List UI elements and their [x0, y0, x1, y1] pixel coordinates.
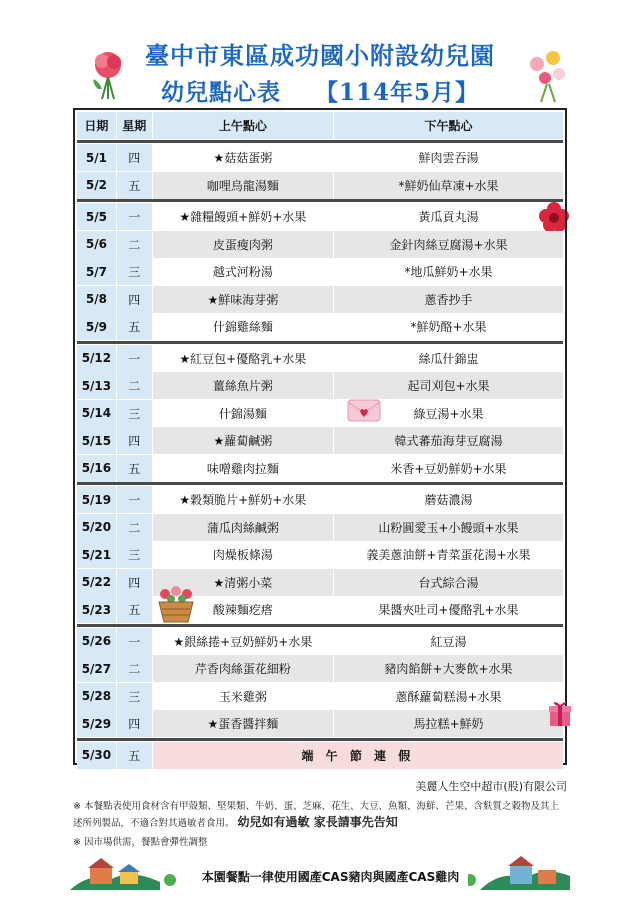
afternoon-snack: 米香+豆奶鮮奶+水果	[390, 461, 507, 476]
table-row	[77, 569, 563, 596]
footer-note: 本園餐點一律使用國產CAS豬肉與國產CAS雞肉	[193, 866, 468, 886]
morning-snack: ★蘿蔔鹹粥	[153, 427, 334, 454]
table-row	[77, 710, 563, 737]
table-row	[77, 541, 563, 568]
afternoon-snack: 山粉圓愛玉+小饅頭+水果	[334, 514, 563, 541]
morning-snack: 味噌雞肉拉麵	[153, 455, 334, 482]
table-row	[77, 313, 563, 340]
table-row	[77, 144, 563, 171]
afternoon-snack: 蔥香抄手	[334, 286, 563, 313]
afternoon-snack: *地瓜鮮奶+水果	[404, 265, 493, 279]
snack-table	[73, 108, 567, 765]
row-weekday: 二	[117, 514, 153, 541]
row-weekday: 四	[117, 286, 153, 313]
row-date: 5/15	[77, 427, 117, 454]
table-row	[77, 172, 563, 199]
header-morning: 上午點心	[153, 112, 334, 139]
row-date: 5/23	[77, 596, 117, 623]
morning-snack: 咖哩烏龍湯麵	[153, 172, 334, 199]
morning-snack: ★蛋香醬拌麵	[153, 710, 334, 737]
table-row	[77, 400, 563, 427]
row-date: 5/27	[77, 655, 117, 682]
week-separator	[77, 140, 563, 143]
row-weekday: 一	[117, 203, 153, 230]
supplier-name: 美麗人生空中超市(股)有限公司	[415, 780, 567, 793]
row-date: 5/26	[77, 628, 117, 655]
row-date: 5/6	[77, 231, 117, 258]
afternoon-snack: 台式綜合湯	[334, 569, 563, 596]
holiday-row	[77, 742, 563, 769]
row-date: 5/8	[77, 286, 117, 313]
row-weekday: 五	[117, 172, 153, 199]
afternoon-snack: 鮮肉雲吞湯	[418, 151, 479, 165]
row-weekday: 四	[117, 427, 153, 454]
row-date: 5/5	[77, 203, 117, 230]
table-row	[77, 655, 563, 682]
afternoon-snack: 豬肉餡餅+大麥飲+水果	[334, 655, 563, 682]
table-row	[77, 345, 563, 372]
table-row	[77, 258, 563, 285]
morning-snack: 酸辣麵疙瘩	[153, 596, 334, 623]
week-separator	[77, 341, 563, 344]
holiday-label: 端 午 節 連 假	[153, 742, 563, 769]
row-weekday: 三	[117, 258, 153, 285]
subtitle-label: 幼兒點心表	[160, 80, 281, 106]
morning-snack: 玉米雞粥	[153, 683, 334, 710]
row-weekday: 一	[117, 628, 153, 655]
row-weekday: 五	[117, 596, 153, 623]
morning-snack: ★雜糧饅頭+鮮奶+水果	[153, 203, 334, 230]
header-date: 日期	[77, 112, 117, 139]
afternoon-snack: *鮮奶仙草凍+水果	[334, 172, 563, 199]
afternoon-snack: 義美蔥油餅+青菜蛋花湯+水果	[366, 548, 531, 562]
allergen-warning: 幼兒如有過敏 家長請事先告知	[237, 815, 398, 829]
table-row	[77, 231, 563, 258]
table-row	[77, 596, 563, 623]
row-date: 5/20	[77, 514, 117, 541]
afternoon-snack: *鮮奶酪+水果	[410, 320, 487, 334]
row-date: 5/29	[77, 710, 117, 737]
gift-box-icon	[548, 700, 572, 728]
row-weekday: 五	[117, 742, 153, 769]
row-date: 5/13	[77, 372, 117, 399]
row-date: 5/30	[77, 742, 117, 769]
afternoon-snack: 紅豆湯	[430, 634, 467, 649]
afternoon-snack: 綠豆湯+水果	[413, 406, 484, 421]
afternoon-snack: 黃瓜貢丸湯	[418, 210, 479, 224]
page-title: 臺中市東區成功國小附設幼兒園	[145, 42, 495, 70]
allergen-note-line1: ※ 本餐點表使用食材含有甲殼類、堅果類、牛奶、蛋、芝麻、花生、大豆、魚類、海鮮、芒果、含麩質之穀物及其上	[73, 801, 559, 812]
row-date: 5/1	[77, 144, 117, 171]
row-weekday: 二	[117, 231, 153, 258]
subtitle-month: 【114年5月】	[315, 79, 480, 106]
table-row	[77, 628, 563, 655]
morning-snack: 芹香肉絲蛋花細粉	[153, 655, 334, 682]
afternoon-snack: 蔥酥蘿蔔糕湯+水果	[395, 689, 502, 704]
afternoon-snack: 韓式蕃茄海芽豆腐湯	[334, 427, 563, 454]
love-letter-icon	[347, 397, 381, 423]
morning-snack: ★菇菇蛋粥	[153, 144, 334, 171]
morning-snack: 什錦湯麵	[153, 400, 334, 427]
allergen-note-text: 述所列製品，不適合對其過敏者食用。	[73, 818, 235, 829]
table-row	[77, 427, 563, 454]
afternoon-snack: 馬拉糕+鮮奶	[334, 710, 563, 737]
morning-snack: ★紅豆包+優酪乳+水果	[153, 345, 334, 372]
table-row	[77, 455, 563, 482]
header-afternoon: 下午點心	[334, 112, 563, 139]
flower-basket-icon	[153, 584, 199, 624]
week-separator	[77, 482, 563, 485]
table-row	[77, 683, 563, 710]
morning-snack: 越式河粉湯	[153, 258, 334, 285]
row-date: 5/7	[77, 258, 117, 285]
row-date: 5/19	[77, 486, 117, 513]
afternoon-snack: 蘑菇濃湯	[424, 493, 473, 507]
row-weekday: 二	[117, 655, 153, 682]
row-weekday: 四	[117, 144, 153, 171]
morning-snack: 什錦雞絲麵	[153, 313, 334, 340]
morning-snack: ★銀絲捲+豆奶鮮奶+水果	[153, 628, 334, 655]
morning-snack: 蒲瓜肉絲鹹粥	[153, 514, 334, 541]
morning-snack: 肉燥板條湯	[153, 541, 334, 568]
row-date: 5/22	[77, 569, 117, 596]
morning-snack: 薑絲魚片粥	[153, 372, 334, 399]
afternoon-snack: 絲瓜什錦盅	[418, 351, 479, 366]
afternoon-snack: 起司刈包+水果	[334, 372, 563, 399]
table-row	[77, 486, 563, 513]
flower-bouquet-icon	[523, 46, 573, 104]
row-date: 5/14	[77, 400, 117, 427]
row-date: 5/28	[77, 683, 117, 710]
row-date: 5/12	[77, 345, 117, 372]
row-date: 5/2	[77, 172, 117, 199]
week-separator	[77, 738, 563, 741]
carnation-icon	[80, 45, 136, 101]
week-separator	[77, 624, 563, 627]
row-weekday: 二	[117, 372, 153, 399]
header-weekday: 星期	[117, 112, 153, 139]
row-weekday: 五	[117, 313, 153, 340]
row-weekday: 四	[117, 710, 153, 737]
morning-snack: 皮蛋瘦肉粥	[153, 231, 334, 258]
row-weekday: 一	[117, 345, 153, 372]
row-date: 5/21	[77, 541, 117, 568]
table-row	[77, 372, 563, 399]
table-header	[77, 112, 563, 139]
row-weekday: 三	[117, 683, 153, 710]
afternoon-snack: 果醬夾吐司+優酪乳+水果	[378, 603, 519, 617]
row-date: 5/9	[77, 313, 117, 340]
allergen-note-line2	[73, 813, 398, 830]
morning-snack: ★穀類脆片+鮮奶+水果	[153, 486, 334, 513]
row-weekday: 四	[117, 569, 153, 596]
row-weekday: 三	[117, 541, 153, 568]
table-row	[77, 203, 563, 230]
table-row	[77, 514, 563, 541]
row-date: 5/16	[77, 455, 117, 482]
week-separator	[77, 199, 563, 202]
morning-snack: ★鮮味海芽粥	[153, 286, 334, 313]
market-note: ※ 因市場供需，餐點會彈性調整	[73, 837, 208, 848]
afternoon-snack: 金針肉絲豆腐湯+水果	[334, 231, 563, 258]
row-weekday: 三	[117, 400, 153, 427]
row-weekday: 五	[117, 455, 153, 482]
row-weekday: 一	[117, 486, 153, 513]
table-row	[77, 286, 563, 313]
morning-snack: ★清粥小菜	[153, 569, 334, 596]
